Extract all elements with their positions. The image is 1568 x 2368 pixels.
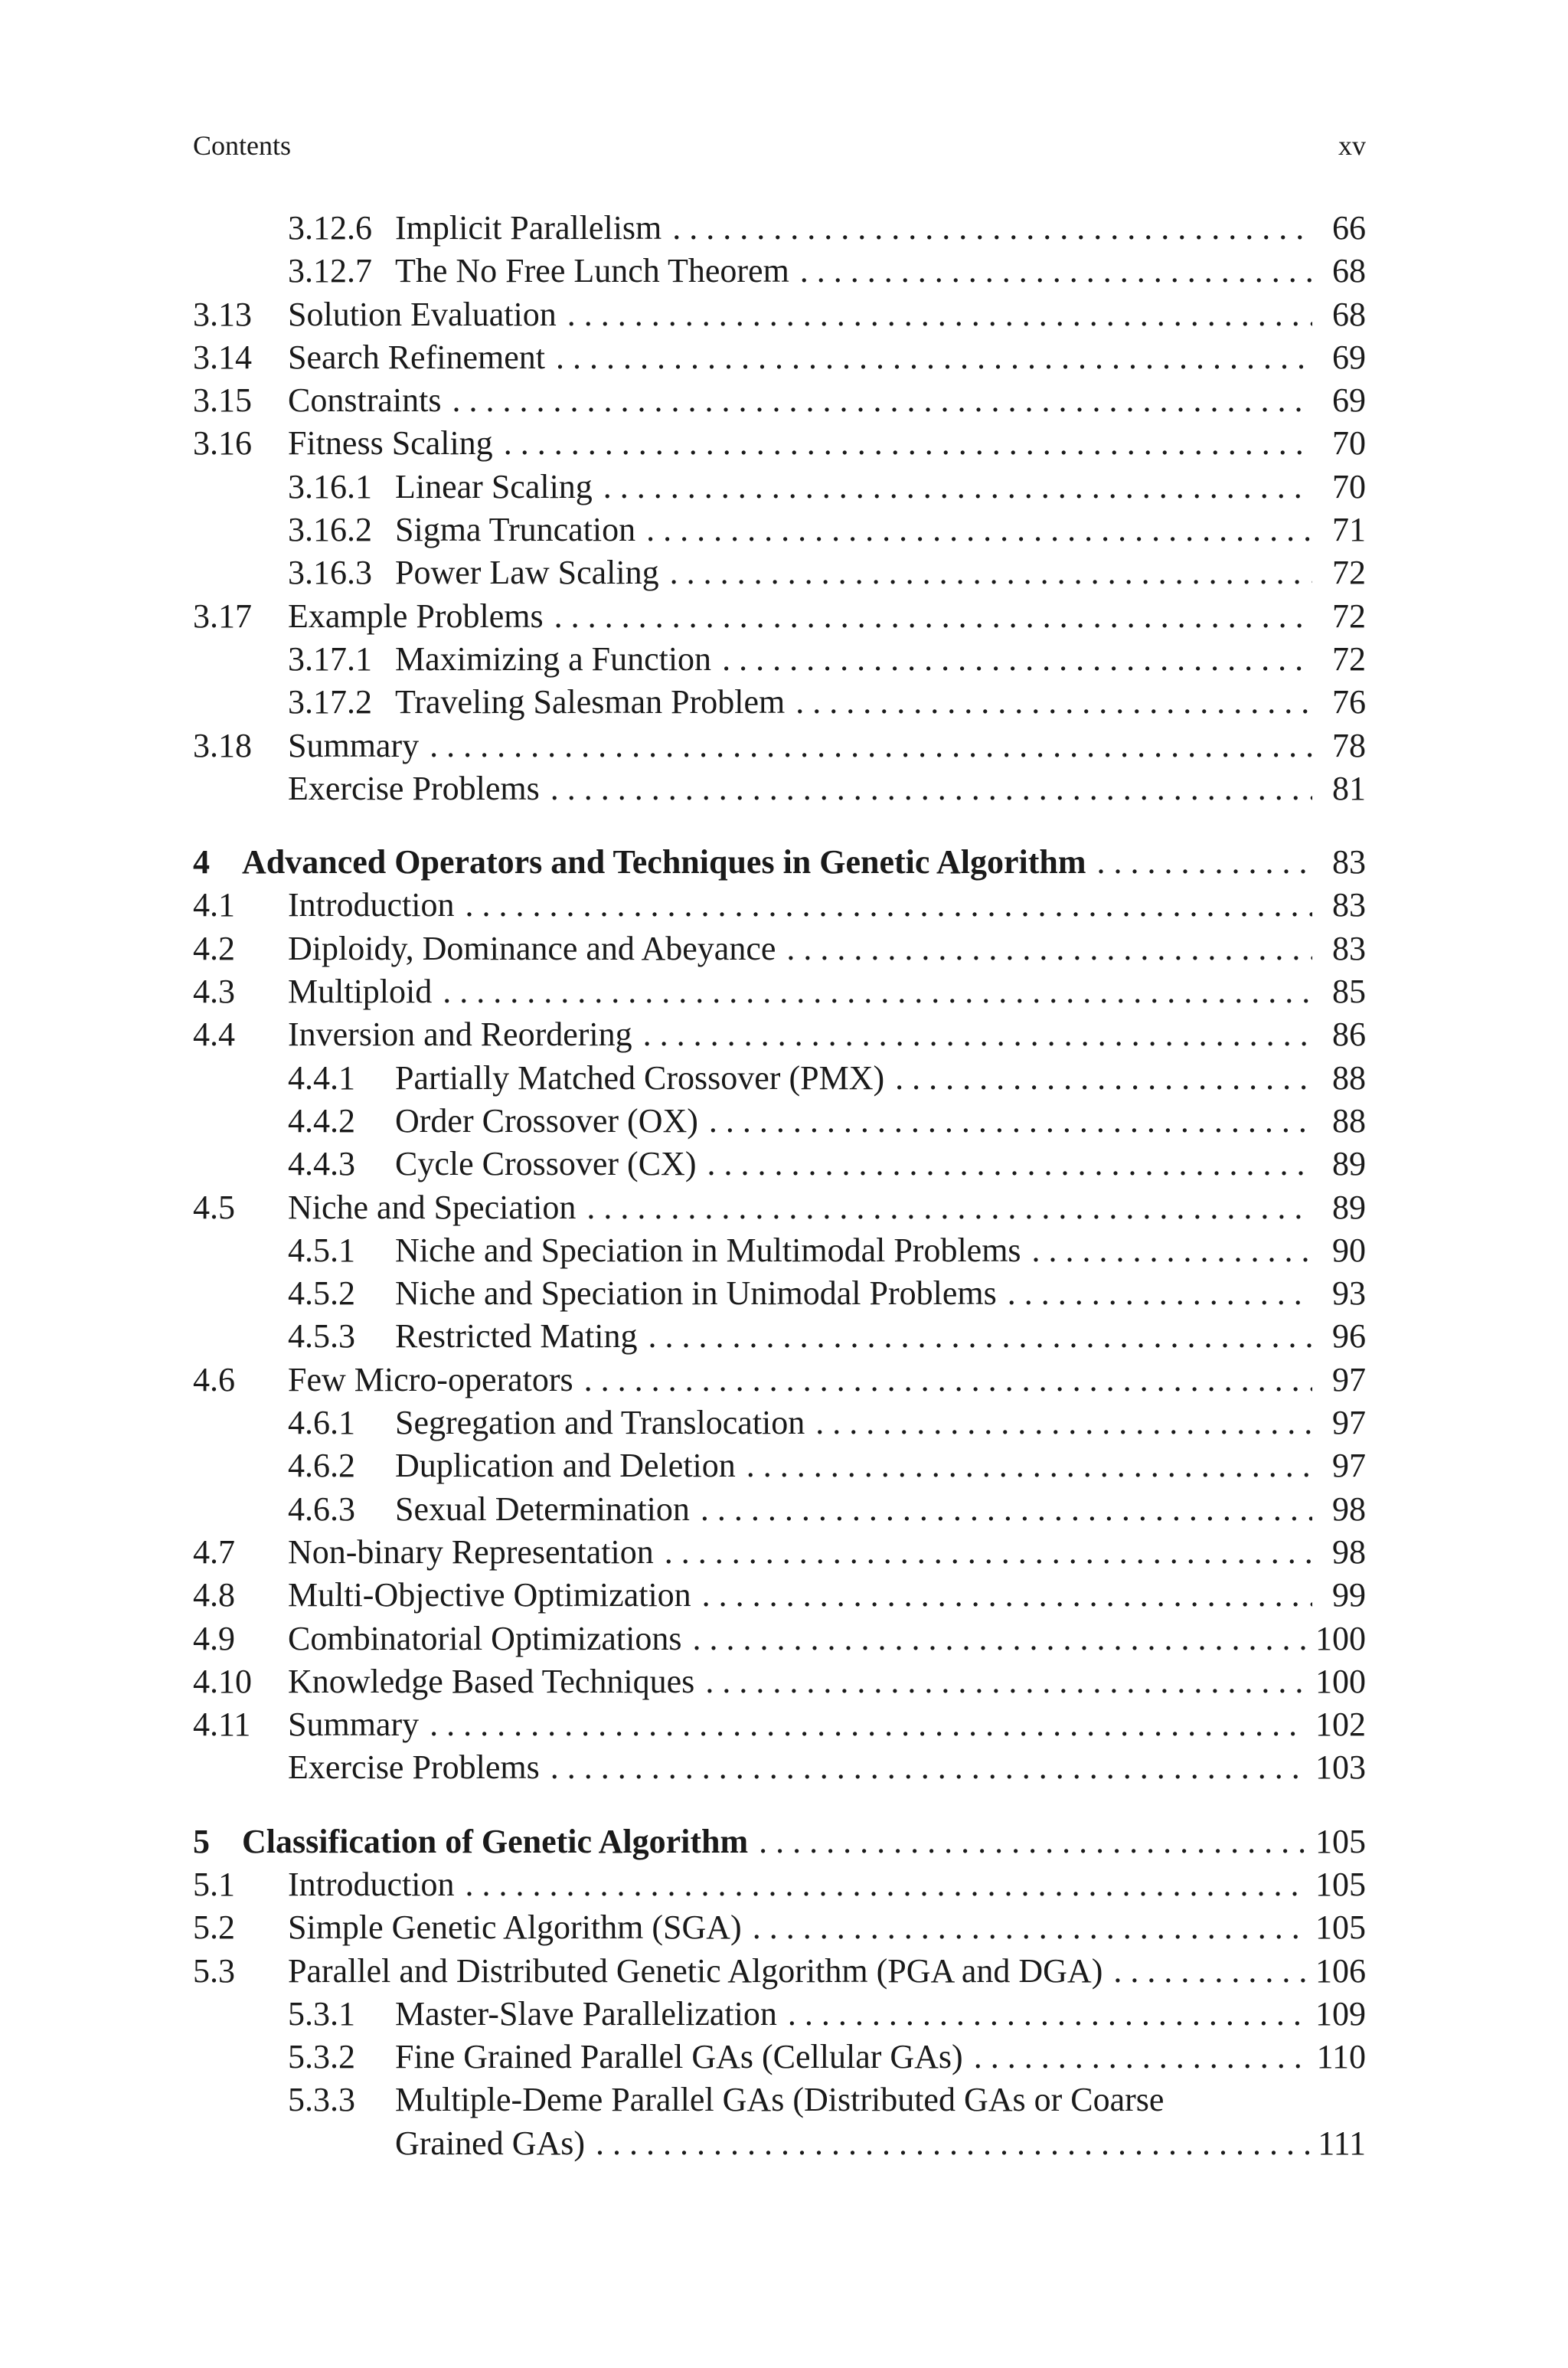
toc-leader bbox=[395, 207, 1366, 250]
toc-entry-title: Segregation and Translocation bbox=[395, 1402, 815, 1444]
toc-leader bbox=[395, 2122, 1366, 2165]
toc-entry-number: 4.4.2 bbox=[288, 1101, 355, 1140]
toc-entry-page: 70 bbox=[1332, 424, 1366, 463]
toc-entry bbox=[193, 1402, 1366, 1444]
toc-entry-page: 110 bbox=[1316, 2038, 1366, 2076]
toc-entry bbox=[193, 1950, 1366, 1993]
toc-entry-number: 3.16.1 bbox=[288, 467, 372, 505]
toc-entry-page: 70 bbox=[1332, 467, 1366, 505]
toc-entry-page: 105 bbox=[1315, 1908, 1366, 1947]
toc-entry-page: 89 bbox=[1332, 1145, 1366, 1183]
toc-entry-number: 3.16 bbox=[193, 424, 252, 463]
toc-entry-page: 97 bbox=[1332, 1360, 1366, 1398]
toc-entry-number: 5.3.1 bbox=[288, 1994, 355, 2033]
toc-entry bbox=[193, 1660, 1366, 1703]
dot-leader bbox=[466, 1863, 1308, 1906]
toc-entry-title: Fine Grained Parallel GAs (Cellular GAs) bbox=[395, 2036, 974, 2079]
dot-leader bbox=[815, 1402, 1312, 1444]
toc-entry bbox=[193, 379, 1366, 422]
toc-entry-number: 4.10 bbox=[193, 1662, 252, 1700]
toc-entry-title: Niche and Speciation in Unimodal Problems bbox=[395, 1272, 1008, 1315]
toc-entry bbox=[193, 638, 1366, 681]
toc-entry-number: 3.13 bbox=[193, 295, 252, 333]
toc-entry-title: Introduction bbox=[288, 884, 466, 927]
dot-leader bbox=[800, 250, 1312, 293]
toc-entry-number: 4.5 bbox=[193, 1188, 235, 1226]
toc-entry-page: 93 bbox=[1332, 1274, 1366, 1313]
toc-leader bbox=[395, 1488, 1366, 1531]
toc-entry-page: 105 bbox=[1315, 1865, 1366, 1903]
toc-entry bbox=[193, 250, 1366, 293]
toc-entry bbox=[193, 1272, 1366, 1315]
toc-entry-page: 97 bbox=[1332, 1447, 1366, 1485]
toc-entry bbox=[193, 884, 1366, 927]
toc-leader bbox=[288, 1186, 1366, 1229]
toc-entry-page: 90 bbox=[1332, 1231, 1366, 1269]
toc-entry-number: 4.11 bbox=[193, 1706, 251, 1744]
dot-leader bbox=[586, 1186, 1312, 1229]
toc-leader bbox=[288, 1746, 1366, 1789]
toc-leader bbox=[288, 293, 1366, 336]
toc-entry-title: Knowledge Based Techniques bbox=[288, 1660, 705, 1703]
toc-entry-title: Exercise Problems bbox=[288, 1746, 550, 1789]
dot-leader bbox=[603, 466, 1312, 509]
toc-entry-number: 4.8 bbox=[193, 1576, 235, 1614]
dot-leader bbox=[665, 1531, 1312, 1574]
dot-leader bbox=[1097, 841, 1312, 884]
toc-entry bbox=[193, 551, 1366, 594]
toc-entry-title-line: Multiple-Deme Parallel GAs (Distributed GAs or Coarse bbox=[395, 2081, 1165, 2119]
toc-entry bbox=[193, 1574, 1366, 1617]
toc-leader bbox=[288, 1531, 1366, 1574]
toc-entry-number: 4 bbox=[193, 843, 210, 881]
toc-entry-number: 4.6.2 bbox=[288, 1447, 355, 1485]
toc-entry-title: Parallel and Distributed Genetic Algorithm (PGA and DGA) bbox=[288, 1950, 1113, 1993]
toc-entry-page: 105 bbox=[1315, 1822, 1366, 1860]
toc-entry-number: 4.1 bbox=[193, 886, 235, 924]
toc-entry bbox=[193, 422, 1366, 465]
toc-entry bbox=[193, 1013, 1366, 1056]
dot-leader bbox=[430, 724, 1312, 767]
toc-entry-page: 68 bbox=[1332, 252, 1366, 290]
toc-entry-page: 71 bbox=[1332, 511, 1366, 549]
toc-leader bbox=[395, 250, 1366, 293]
toc-leader bbox=[395, 638, 1366, 681]
toc-entry-number: 4.5.2 bbox=[288, 1274, 355, 1313]
toc-leader bbox=[395, 1315, 1366, 1358]
toc-leader bbox=[395, 1993, 1366, 2036]
dot-leader bbox=[701, 1488, 1312, 1531]
toc-chapter-entry bbox=[193, 1820, 1366, 1863]
toc-entry bbox=[193, 724, 1366, 767]
toc-leader bbox=[288, 724, 1366, 767]
toc-entry-title: Combinatorial Optimizations bbox=[288, 1617, 693, 1660]
toc-entry-title: Constraints bbox=[288, 379, 452, 422]
toc-entry-page: 97 bbox=[1332, 1404, 1366, 1442]
toc-entry-page: 68 bbox=[1332, 295, 1366, 333]
toc-entry-title: Multiploid bbox=[288, 970, 443, 1013]
toc-entry-title: Traveling Salesman Problem bbox=[395, 681, 795, 724]
dot-leader bbox=[1113, 1950, 1308, 1993]
toc-entry-number: 3.14 bbox=[193, 338, 252, 376]
dot-leader bbox=[646, 509, 1312, 551]
toc-entry-number: 3.12.6 bbox=[288, 209, 372, 247]
toc-entry-page: 99 bbox=[1332, 1576, 1366, 1614]
toc-entry-number: 3.18 bbox=[193, 726, 252, 764]
toc-entry-title: Advanced Operators and Techniques in Genetic Algorithm bbox=[242, 841, 1097, 884]
toc-entry-title: Power Law Scaling bbox=[395, 551, 670, 594]
toc-entry-page: 106 bbox=[1315, 1951, 1366, 1990]
toc-entry-number: 4.4.3 bbox=[288, 1145, 355, 1183]
toc-entry-continuation bbox=[193, 2122, 1366, 2165]
toc-entry bbox=[193, 681, 1366, 724]
toc-entry-page: 72 bbox=[1332, 554, 1366, 592]
toc-entry-number: 3.15 bbox=[193, 381, 252, 420]
toc-entry-page: 76 bbox=[1332, 683, 1366, 721]
toc-entry-title: Sexual Determination bbox=[395, 1488, 701, 1531]
dot-leader bbox=[443, 970, 1312, 1013]
toc-entry-page: 83 bbox=[1332, 886, 1366, 924]
toc-entry-title: Example Problems bbox=[288, 595, 554, 638]
dot-leader bbox=[648, 1315, 1313, 1358]
toc-entry-title: Sigma Truncation bbox=[395, 509, 646, 551]
toc-leader bbox=[288, 379, 1366, 422]
toc-leader bbox=[288, 1574, 1366, 1617]
toc-entry-number: 4.2 bbox=[193, 929, 235, 967]
toc-entry bbox=[193, 1993, 1366, 2036]
toc-entry-page: 100 bbox=[1315, 1619, 1366, 1657]
toc-leader bbox=[242, 841, 1366, 884]
dot-leader bbox=[643, 1013, 1312, 1056]
dot-leader bbox=[693, 1617, 1308, 1660]
dot-leader bbox=[895, 1057, 1312, 1100]
toc-entry-page: 66 bbox=[1332, 209, 1366, 247]
toc-entry bbox=[193, 1100, 1366, 1143]
toc-entry-title: Order Crossover (OX) bbox=[395, 1100, 709, 1143]
toc-entry-number: 4.5.1 bbox=[288, 1231, 355, 1269]
toc-entry-title: The No Free Lunch Theorem bbox=[395, 250, 800, 293]
toc-entry-title: Restricted Mating bbox=[395, 1315, 648, 1358]
table-of-contents bbox=[193, 207, 1366, 2165]
running-head-title: Contents bbox=[193, 130, 292, 161]
toc-entry bbox=[193, 767, 1366, 810]
toc-entry bbox=[193, 1359, 1366, 1402]
dot-leader bbox=[596, 2122, 1310, 2165]
dot-leader bbox=[1008, 1272, 1312, 1315]
toc-entry-number: 5.3 bbox=[193, 1951, 235, 1990]
dot-leader bbox=[702, 1574, 1312, 1617]
toc-entry-page: 96 bbox=[1332, 1317, 1366, 1356]
toc-leader bbox=[395, 551, 1366, 594]
toc-leader bbox=[288, 1013, 1366, 1056]
dot-leader bbox=[452, 379, 1312, 422]
toc-leader bbox=[395, 1143, 1366, 1186]
toc-entry-page: 86 bbox=[1332, 1016, 1366, 1054]
toc-leader bbox=[395, 1444, 1366, 1487]
toc-entry-number: 3.16.3 bbox=[288, 554, 372, 592]
dot-leader bbox=[550, 1746, 1308, 1789]
toc-entry bbox=[193, 509, 1366, 551]
toc-entry-number: 4.6 bbox=[193, 1360, 235, 1398]
toc-entry-number: 4.4 bbox=[193, 1016, 235, 1054]
toc-entry-number: 3.17.1 bbox=[288, 639, 372, 678]
toc-leader bbox=[395, 2036, 1366, 2079]
toc-entry bbox=[193, 1746, 1366, 1789]
toc-entry bbox=[193, 1488, 1366, 1531]
toc-entry-page: 98 bbox=[1332, 1490, 1366, 1528]
toc-entry-title: Exercise Problems bbox=[288, 767, 550, 810]
toc-leader bbox=[395, 681, 1366, 724]
dot-leader bbox=[584, 1359, 1312, 1402]
toc-entry bbox=[193, 927, 1366, 970]
toc-entry-page: 98 bbox=[1332, 1532, 1366, 1571]
toc-leader bbox=[288, 1950, 1366, 1993]
toc-entry bbox=[193, 1906, 1366, 1949]
toc-entry-title: Diploidy, Dominance and Abeyance bbox=[288, 927, 786, 970]
running-head bbox=[193, 129, 1366, 162]
toc-entry bbox=[193, 970, 1366, 1013]
toc-leader bbox=[288, 1660, 1366, 1703]
dot-leader bbox=[974, 2036, 1309, 2079]
toc-entry-title: Grained GAs) bbox=[395, 2122, 596, 2165]
dot-leader bbox=[705, 1660, 1308, 1703]
toc-leader bbox=[395, 466, 1366, 509]
toc-entry-title: Duplication and Deletion bbox=[395, 1444, 746, 1487]
dot-leader bbox=[670, 551, 1312, 594]
dot-leader bbox=[722, 638, 1312, 681]
toc-entry-title: Search Refinement bbox=[288, 336, 556, 379]
toc-leader bbox=[395, 1229, 1366, 1272]
toc-entry-number: 5.1 bbox=[193, 1865, 235, 1903]
toc-entry-title: Linear Scaling bbox=[395, 466, 603, 509]
toc-entry-number: 3.12.7 bbox=[288, 252, 372, 290]
toc-entry-page: 83 bbox=[1332, 929, 1366, 967]
toc-entry-title: Introduction bbox=[288, 1863, 466, 1906]
toc-leader bbox=[288, 422, 1366, 465]
dot-leader bbox=[466, 884, 1312, 927]
toc-entry-page: 69 bbox=[1332, 338, 1366, 376]
toc-entry-title: Summary bbox=[288, 724, 430, 767]
toc-entry bbox=[193, 293, 1366, 336]
toc-leader bbox=[395, 1057, 1366, 1100]
toc-entry-title: Niche and Speciation bbox=[288, 1186, 586, 1229]
toc-entry bbox=[193, 1703, 1366, 1746]
toc-entry-title: Classification of Genetic Algorithm bbox=[242, 1820, 759, 1863]
toc-entry bbox=[193, 1186, 1366, 1229]
toc-entry bbox=[193, 207, 1366, 250]
toc-entry-page: 109 bbox=[1315, 1994, 1366, 2033]
dot-leader bbox=[707, 1143, 1313, 1186]
toc-leader bbox=[288, 1863, 1366, 1906]
toc-entry-page: 88 bbox=[1332, 1058, 1366, 1097]
toc-entry-number: 4.3 bbox=[193, 973, 235, 1011]
dot-leader bbox=[788, 1993, 1308, 2036]
dot-leader bbox=[672, 207, 1312, 250]
dot-leader bbox=[430, 1703, 1308, 1746]
toc-entry-number: 5.3.3 bbox=[288, 2081, 355, 2119]
toc-entry-title: Niche and Speciation in Multimodal Problems bbox=[395, 1229, 1032, 1272]
toc-entry-title: Summary bbox=[288, 1703, 430, 1746]
toc-entry-title: Inversion and Reordering bbox=[288, 1013, 643, 1056]
toc-entry bbox=[193, 336, 1366, 379]
toc-leader bbox=[288, 970, 1366, 1013]
toc-leader bbox=[395, 1100, 1366, 1143]
toc-leader bbox=[288, 884, 1366, 927]
toc-entry bbox=[193, 1531, 1366, 1574]
toc-entry-title: Multi-Objective Optimization bbox=[288, 1574, 702, 1617]
toc-leader bbox=[395, 1272, 1366, 1315]
toc-leader bbox=[288, 336, 1366, 379]
toc-entry bbox=[193, 1315, 1366, 1358]
toc-entry-title: Few Micro-operators bbox=[288, 1359, 584, 1402]
toc-entry-page: 100 bbox=[1315, 1662, 1366, 1700]
toc-entry bbox=[193, 1863, 1366, 1906]
toc-entry-number: 5 bbox=[193, 1822, 210, 1860]
toc-entry-page: 69 bbox=[1332, 381, 1366, 420]
toc-entry bbox=[193, 1444, 1366, 1487]
toc-entry-page: 89 bbox=[1332, 1188, 1366, 1226]
dot-leader bbox=[753, 1906, 1308, 1949]
toc-entry-title: Fitness Scaling bbox=[288, 422, 504, 465]
toc-entry-title: Cycle Crossover (CX) bbox=[395, 1143, 707, 1186]
toc-entry-number: 4.9 bbox=[193, 1619, 235, 1657]
toc-leader bbox=[288, 1906, 1366, 1949]
dot-leader bbox=[550, 767, 1312, 810]
toc-leader bbox=[395, 1402, 1366, 1444]
toc-entry bbox=[193, 1143, 1366, 1186]
dot-leader bbox=[556, 336, 1312, 379]
page-number: xv bbox=[1338, 130, 1366, 161]
toc-entry bbox=[193, 2036, 1366, 2079]
dot-leader bbox=[709, 1100, 1312, 1143]
toc-entry-title: Simple Genetic Algorithm (SGA) bbox=[288, 1906, 753, 1949]
toc-entry bbox=[193, 466, 1366, 509]
toc-entry-title: Maximizing a Function bbox=[395, 638, 722, 681]
toc-entry-page: 102 bbox=[1315, 1706, 1366, 1744]
toc-entry-page: 72 bbox=[1332, 597, 1366, 635]
toc-leader bbox=[395, 509, 1366, 551]
dot-leader bbox=[1032, 1229, 1312, 1272]
toc-leader bbox=[288, 1703, 1366, 1746]
toc-leader bbox=[288, 1359, 1366, 1402]
toc-entry-number: 3.17 bbox=[193, 597, 252, 635]
toc-leader bbox=[288, 927, 1366, 970]
toc-entry-page: 111 bbox=[1318, 2124, 1366, 2162]
toc-entry-number: 4.6.3 bbox=[288, 1490, 355, 1528]
toc-entry-title: Implicit Parallelism bbox=[395, 207, 672, 250]
toc-entry-page: 81 bbox=[1332, 769, 1366, 807]
toc-entry-page: 85 bbox=[1332, 973, 1366, 1011]
toc-entry-title: Partially Matched Crossover (PMX) bbox=[395, 1057, 895, 1100]
toc-entry-title: Solution Evaluation bbox=[288, 293, 567, 336]
toc-leader bbox=[288, 767, 1366, 810]
toc-entry bbox=[193, 1057, 1366, 1100]
toc-entry-number: 4.6.1 bbox=[288, 1404, 355, 1442]
toc-entry-number: 3.16.2 bbox=[288, 511, 372, 549]
toc-entry bbox=[193, 1617, 1366, 1660]
dot-leader bbox=[786, 927, 1312, 970]
toc-entry-page: 72 bbox=[1332, 639, 1366, 678]
toc-entry-number: 4.4.1 bbox=[288, 1058, 355, 1097]
dot-leader bbox=[759, 1820, 1308, 1863]
dot-leader bbox=[746, 1444, 1312, 1487]
toc-chapter-entry bbox=[193, 841, 1366, 884]
dot-leader bbox=[504, 422, 1312, 465]
toc-leader bbox=[242, 1820, 1366, 1863]
toc-leader bbox=[288, 1617, 1366, 1660]
dot-leader bbox=[567, 293, 1312, 336]
toc-leader bbox=[288, 595, 1366, 638]
toc-entry-number: 5.2 bbox=[193, 1908, 235, 1947]
toc-entry-title: Master-Slave Parallelization bbox=[395, 1993, 788, 2036]
toc-entry-title: Non-binary Representation bbox=[288, 1531, 665, 1574]
toc-entry bbox=[193, 2079, 1366, 2121]
toc-entry bbox=[193, 1229, 1366, 1272]
dot-leader bbox=[554, 595, 1312, 638]
toc-entry-page: 78 bbox=[1332, 726, 1366, 764]
toc-entry-number: 4.5.3 bbox=[288, 1317, 355, 1356]
toc-entry-number: 5.3.2 bbox=[288, 2038, 355, 2076]
toc-entry-page: 88 bbox=[1332, 1101, 1366, 1140]
toc-entry-page: 83 bbox=[1332, 843, 1366, 881]
dot-leader bbox=[795, 681, 1312, 724]
toc-entry-page: 103 bbox=[1315, 1748, 1366, 1787]
toc-entry bbox=[193, 595, 1366, 638]
toc-entry-number: 3.17.2 bbox=[288, 683, 372, 721]
toc-entry-number: 4.7 bbox=[193, 1532, 235, 1571]
